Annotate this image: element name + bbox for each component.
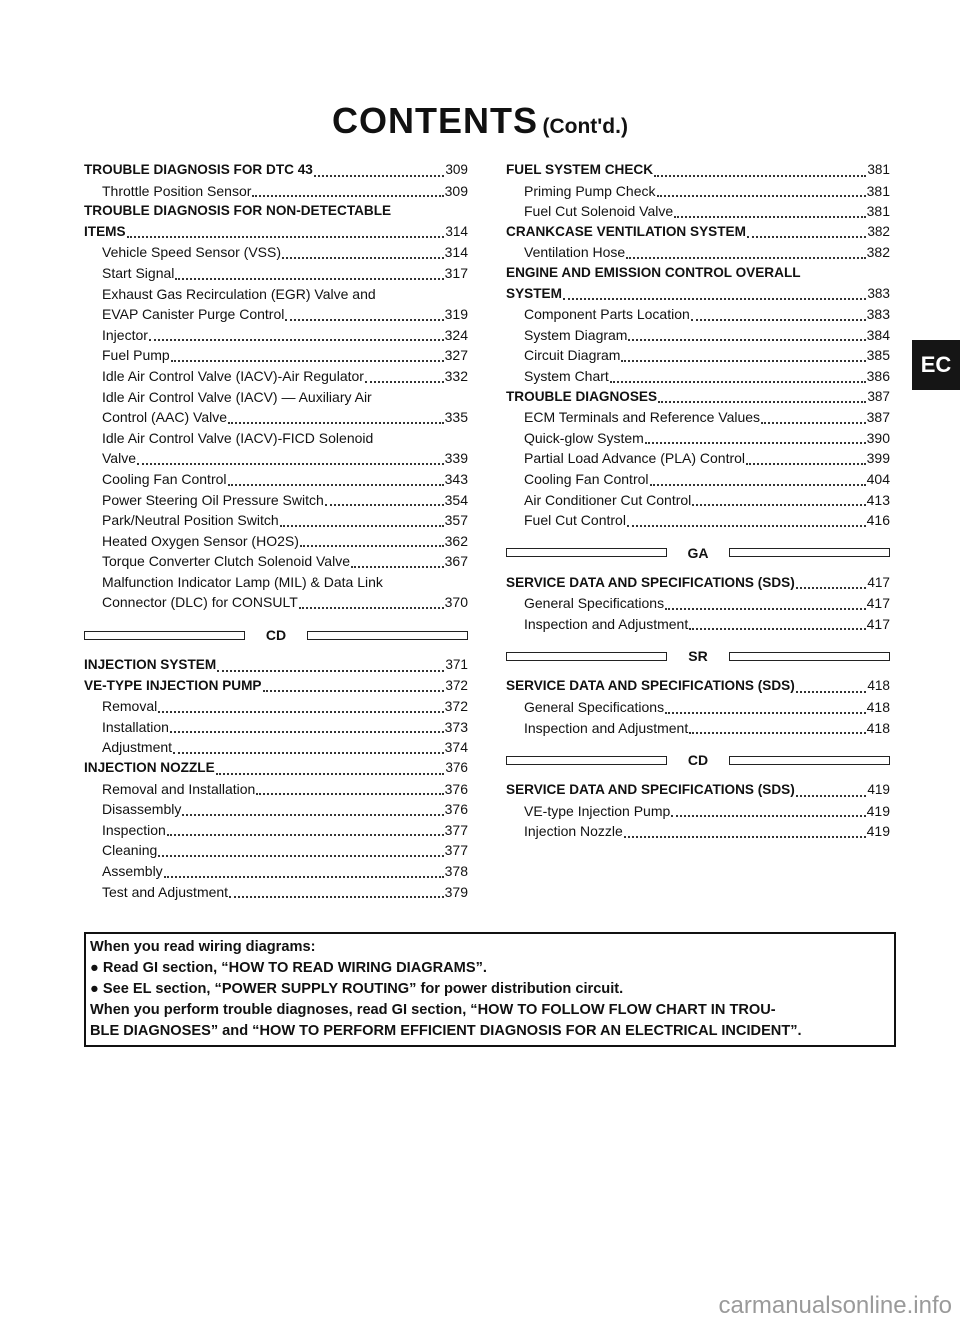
toc-entry[interactable]: Installation 373 <box>102 718 468 735</box>
toc-entry[interactable]: Valve 339 <box>102 450 468 467</box>
toc-entry[interactable]: SERVICE DATA AND SPECIFICATIONS (SDS) 419 <box>506 782 890 798</box>
toc-entry[interactable]: Fuel Cut Control 416 <box>524 512 890 529</box>
section-divider-ga: GA <box>506 541 890 565</box>
toc-entry-line: Idle Air Control Valve (IACV)-FICD Solenoid <box>102 429 374 446</box>
toc-entry[interactable]: Connector (DLC) for CONSULT 370 <box>102 594 468 611</box>
toc-left-column <box>84 160 468 902</box>
toc-entry[interactable]: INJECTION SYSTEM 371 <box>84 657 468 673</box>
toc-entry[interactable]: Fuel Pump 327 <box>102 347 468 364</box>
toc-entry[interactable]: Component Parts Location 383 <box>524 306 890 323</box>
toc-entry-line: TROUBLE DIAGNOSIS FOR NON-DETECTABLE <box>84 203 392 219</box>
toc-entry[interactable]: SYSTEM 383 <box>506 285 890 301</box>
toc-entry[interactable]: Test and Adjustment 379 <box>102 883 468 900</box>
toc-entry[interactable]: Cleaning 377 <box>102 842 468 859</box>
toc-entry[interactable]: Removal and Installation 376 <box>102 780 468 797</box>
toc-entry[interactable]: TROUBLE DIAGNOSIS FOR DTC 43 309 <box>84 162 468 177</box>
toc-entry[interactable]: Torque Converter Clutch Solenoid Valve 367 <box>102 553 468 570</box>
note-line: ● See EL section, “POWER SUPPLY ROUTING” for power distribution circuit. <box>90 981 624 997</box>
toc-entry[interactable]: Injection Nozzle 419 <box>524 823 890 840</box>
toc-entry[interactable]: Air Conditioner Cut Control 413 <box>524 491 890 508</box>
page-title <box>0 100 960 142</box>
toc-entry[interactable]: System Diagram 384 <box>524 326 890 343</box>
wiring-diagram-note <box>84 932 896 1047</box>
note-line: ● Read GI section, “HOW TO READ WIRING DIAGRAMS”. <box>90 960 487 976</box>
title-main: CONTENTS <box>332 100 539 141</box>
toc-entry[interactable]: INJECTION NOZZLE 376 <box>84 760 468 776</box>
toc-entry[interactable]: System Chart 386 <box>524 367 890 384</box>
toc-entry-line: Idle Air Control Valve (IACV) — Auxiliary Air <box>102 388 372 405</box>
toc-entry[interactable]: VE-TYPE INJECTION PUMP 372 <box>84 677 468 693</box>
toc-entry[interactable]: Control (AAC) Valve 335 <box>102 409 468 426</box>
section-divider-cd: CD <box>84 623 468 647</box>
toc-entry[interactable]: SERVICE DATA AND SPECIFICATIONS (SDS) 417 <box>506 574 890 590</box>
toc-entry[interactable]: ITEMS 314 <box>84 223 468 239</box>
section-divider-cd: CD <box>506 748 890 772</box>
toc-entry[interactable]: Partial Load Advance (PLA) Control 399 <box>524 450 890 467</box>
toc-entry-line: Exhaust Gas Recirculation (EGR) Valve and <box>102 285 376 302</box>
note-line: When you perform trouble diagnoses, read GI section, “HOW TO FOLLOW FLOW CHART IN TROU- <box>90 1002 776 1018</box>
note-line: BLE DIAGNOSES” and “HOW TO PERFORM EFFICIENT DIAGNOSIS FOR AN ELECTRICAL INCIDENT”. <box>90 1023 802 1039</box>
toc-entry-line: ENGINE AND EMISSION CONTROL OVERALL <box>506 264 801 280</box>
toc-right-column <box>506 160 890 842</box>
toc-entry[interactable]: Circuit Diagram 385 <box>524 347 890 364</box>
toc-entry-line: Malfunction Indicator Lamp (MIL) & Data Link <box>102 573 383 590</box>
toc-entry[interactable]: Disassembly 376 <box>102 801 468 818</box>
toc-entry[interactable]: Start Signal 317 <box>102 264 468 281</box>
toc-entry[interactable]: Vehicle Speed Sensor (VSS) 314 <box>102 244 468 261</box>
toc-entry[interactable]: Injector 324 <box>102 326 468 343</box>
toc-entry[interactable]: Inspection and Adjustment 418 <box>524 719 890 736</box>
toc-entry[interactable]: CRANKCASE VENTILATION SYSTEM 382 <box>506 223 890 239</box>
toc-entry[interactable]: Assembly 378 <box>102 863 468 879</box>
toc-entry[interactable]: Cooling Fan Control 343 <box>102 470 468 487</box>
toc-entry[interactable]: Idle Air Control Valve (IACV)-Air Regulator 332 <box>102 367 468 384</box>
toc-entry[interactable]: Priming Pump Check 381 <box>524 182 890 199</box>
title-suffix: (Cont'd.) <box>542 115 628 138</box>
toc-entry[interactable]: TROUBLE DIAGNOSES 387 <box>506 388 890 404</box>
toc-entry[interactable]: Inspection and Adjustment 417 <box>524 615 890 632</box>
section-tab-ec[interactable]: EC <box>912 340 960 390</box>
toc-entry[interactable]: Removal 372 <box>102 698 468 715</box>
section-divider-sr: SR <box>506 644 890 668</box>
toc-entry[interactable]: Throttle Position Sensor 309 <box>102 182 468 199</box>
toc-entry[interactable]: VE-type Injection Pump 419 <box>524 802 890 819</box>
toc-entry[interactable]: Heated Oxygen Sensor (HO2S) 362 <box>102 532 468 549</box>
note-line: When you read wiring diagrams: <box>90 939 316 955</box>
toc-entry[interactable]: ECM Terminals and Reference Values 387 <box>524 409 890 426</box>
toc-entry[interactable]: SERVICE DATA AND SPECIFICATIONS (SDS) 418 <box>506 678 890 694</box>
toc-entry[interactable]: FUEL SYSTEM CHECK 381 <box>506 162 890 177</box>
toc-entry[interactable]: Park/Neutral Position Switch 357 <box>102 512 468 529</box>
toc-entry[interactable]: General Specifications 418 <box>524 699 890 716</box>
toc-entry[interactable]: Fuel Cut Solenoid Valve 381 <box>524 203 890 220</box>
toc-entry[interactable]: Adjustment 374 <box>102 739 468 756</box>
watermark-footer: carmanualsonline.info <box>718 1292 952 1319</box>
toc-entry[interactable]: Power Steering Oil Pressure Switch 354 <box>102 491 468 508</box>
toc-entry[interactable]: Ventilation Hose 382 <box>524 244 890 261</box>
toc-entry[interactable]: Cooling Fan Control 404 <box>524 470 890 487</box>
toc-entry[interactable]: Inspection 377 <box>102 821 468 838</box>
toc-entry[interactable]: EVAP Canister Purge Control 319 <box>102 306 468 323</box>
toc-entry[interactable]: Quick-glow System 390 <box>524 429 890 446</box>
toc-entry[interactable]: General Specifications 417 <box>524 595 890 612</box>
